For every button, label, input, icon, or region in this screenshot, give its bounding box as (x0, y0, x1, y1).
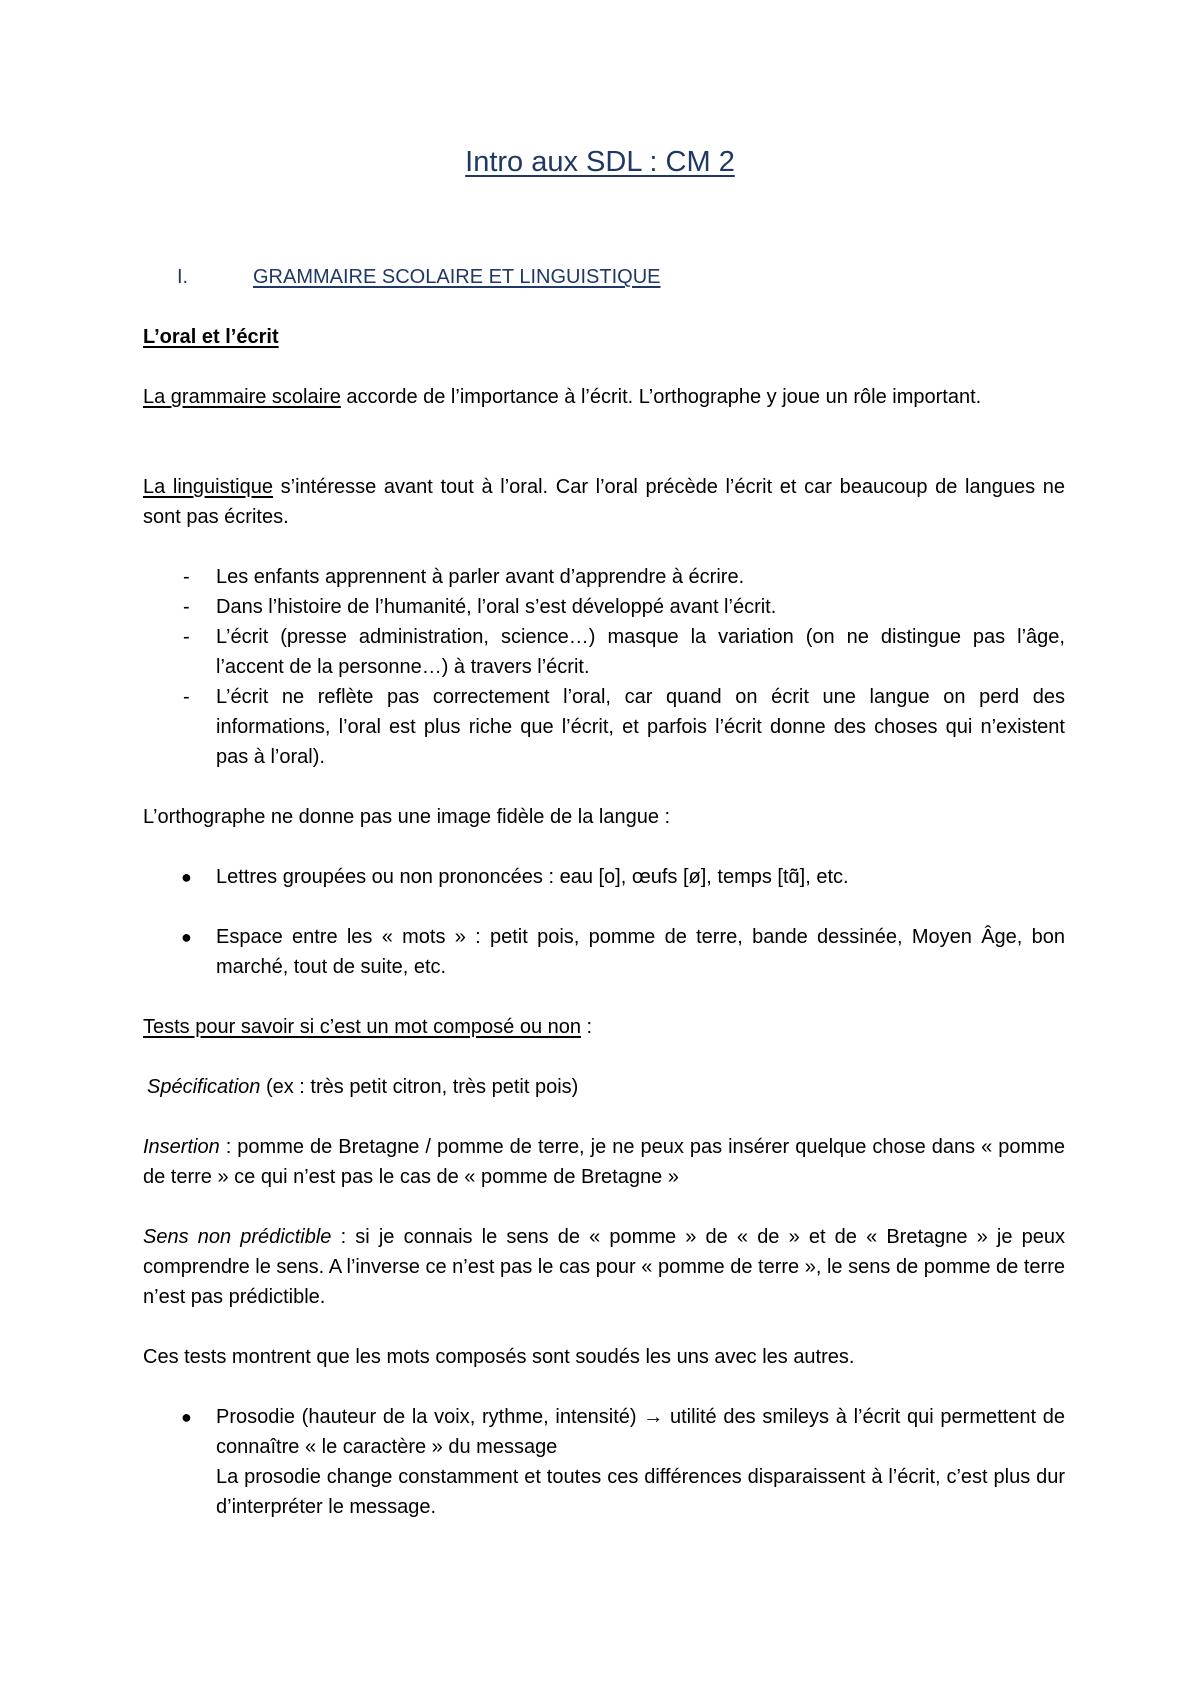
paragraph-text: : si je connais le sens de « pomme » de « de » et de « Bretagne » je peux comprendre le sens. A l’inverse ce n’est pas le cas pour « pomme de terre », le sens de pomme de terre n’est pas prédictible. (143, 1226, 1066, 1308)
paragraph-specification (147, 1072, 1069, 1102)
list-item-text: Espace entre les « mots » : petit pois, pomme de terre, bande dessinée, Moyen Âge, bon marché, tout de suite, etc. (216, 926, 1065, 978)
section-label: GRAMMAIRE SCOLAIRE ET LINGUISTIQUE (253, 266, 661, 288)
list-item-text: Les enfants apprennent à parler avant d’apprendre à écrire. (216, 566, 745, 588)
list-item (143, 562, 1065, 592)
dash-marker: - (183, 566, 190, 588)
paragraph-orthographe: L’orthographe ne donne pas une image fidèle de la langue : (143, 806, 671, 828)
tests-heading-colon: : (581, 1016, 593, 1038)
list-item (143, 922, 1065, 982)
section-heading (177, 262, 660, 292)
bullet-icon: ● (181, 1407, 192, 1427)
list-item-text: La prosodie change constamment et toutes ces différences disparaissent à l’écrit, c’est plus dur d’interpréter le message. (216, 1466, 1065, 1518)
list-item (143, 592, 1065, 622)
paragraph-linguistique (143, 472, 1065, 532)
list-item-text: Dans l’histoire de l’humanité, l’oral s’est développé avant l’écrit. (216, 596, 777, 618)
term-insertion: Insertion (143, 1136, 220, 1158)
list-item-text: Lettres groupées ou non prononcées : eau [o], œufs [ø], temps [tɑ̃], etc. (216, 866, 849, 888)
paragraph-insertion (143, 1132, 1065, 1192)
list-item-text: L’écrit (presse administration, science…) masque la variation (on ne distingue pas l’âge, l’accent de la personne…) à travers l’écrit. (216, 626, 1065, 678)
bullet-icon: ● (181, 927, 192, 947)
term-sens-non-predictible: Sens non prédictible (143, 1226, 332, 1248)
paragraph-conclusion: Ces tests montrent que les mots composés sont soudés les uns avec les autres. (143, 1346, 855, 1368)
paragraph-sens (143, 1222, 1065, 1312)
bullet-list-space (143, 922, 1065, 982)
paragraph-text: (ex : très petit citron, très petit pois) (260, 1076, 579, 1098)
list-item (143, 862, 1065, 892)
paragraph-text: s’intéresse avant tout à l’oral. Car l’oral précède l’écrit et car beaucoup de langues ne sont pas écrites. (143, 476, 1065, 528)
list-item (143, 682, 1065, 772)
bullet-list-letters (143, 862, 1065, 892)
tests-heading (143, 1012, 1065, 1042)
page-title: Intro aux SDL : CM 2 (465, 146, 735, 178)
term-specification: Spécification (147, 1076, 261, 1098)
list-item (143, 622, 1065, 682)
bullet-icon: ● (181, 867, 192, 887)
bullet-list-prosodie (143, 1402, 1065, 1522)
dash-marker: - (183, 596, 190, 618)
list-item (143, 1402, 1065, 1522)
dash-marker: - (183, 626, 190, 648)
list-item-text: L’écrit ne reflète pas correctement l’oral, car quand on écrit une langue on perd des informations, l’oral est plus riche que l’écrit, et parfois l’écrit donne des choses qui n’existent pas à l’oral). (216, 686, 1065, 768)
term-grammaire-scolaire: La grammaire scolaire (143, 386, 341, 408)
dash-list (143, 562, 1065, 772)
paragraph-text: : pomme de Bretagne / pomme de terre, je ne peux pas insérer quelque chose dans « pomme de terre » ce qui n’est pas le cas de « pomme de Bretagne » (143, 1136, 1065, 1188)
list-item-text: Prosodie (hauteur de la voix, rythme, intensité) → utilité des smileys à l’écrit qui permettent de connaître « le caractère » du message (216, 1406, 1065, 1458)
paragraph-text: accorde de l’importance à l’écrit. L’orthographe y joue un rôle important. (340, 386, 982, 408)
subheading: L’oral et l’écrit (143, 326, 279, 348)
section-number: I. (177, 266, 189, 288)
dash-marker: - (183, 686, 190, 708)
paragraph-grammaire (143, 382, 1065, 412)
tests-heading-text: Tests pour savoir si c’est un mot composé ou non (143, 1016, 581, 1038)
term-linguistique: La linguistique (143, 476, 273, 498)
